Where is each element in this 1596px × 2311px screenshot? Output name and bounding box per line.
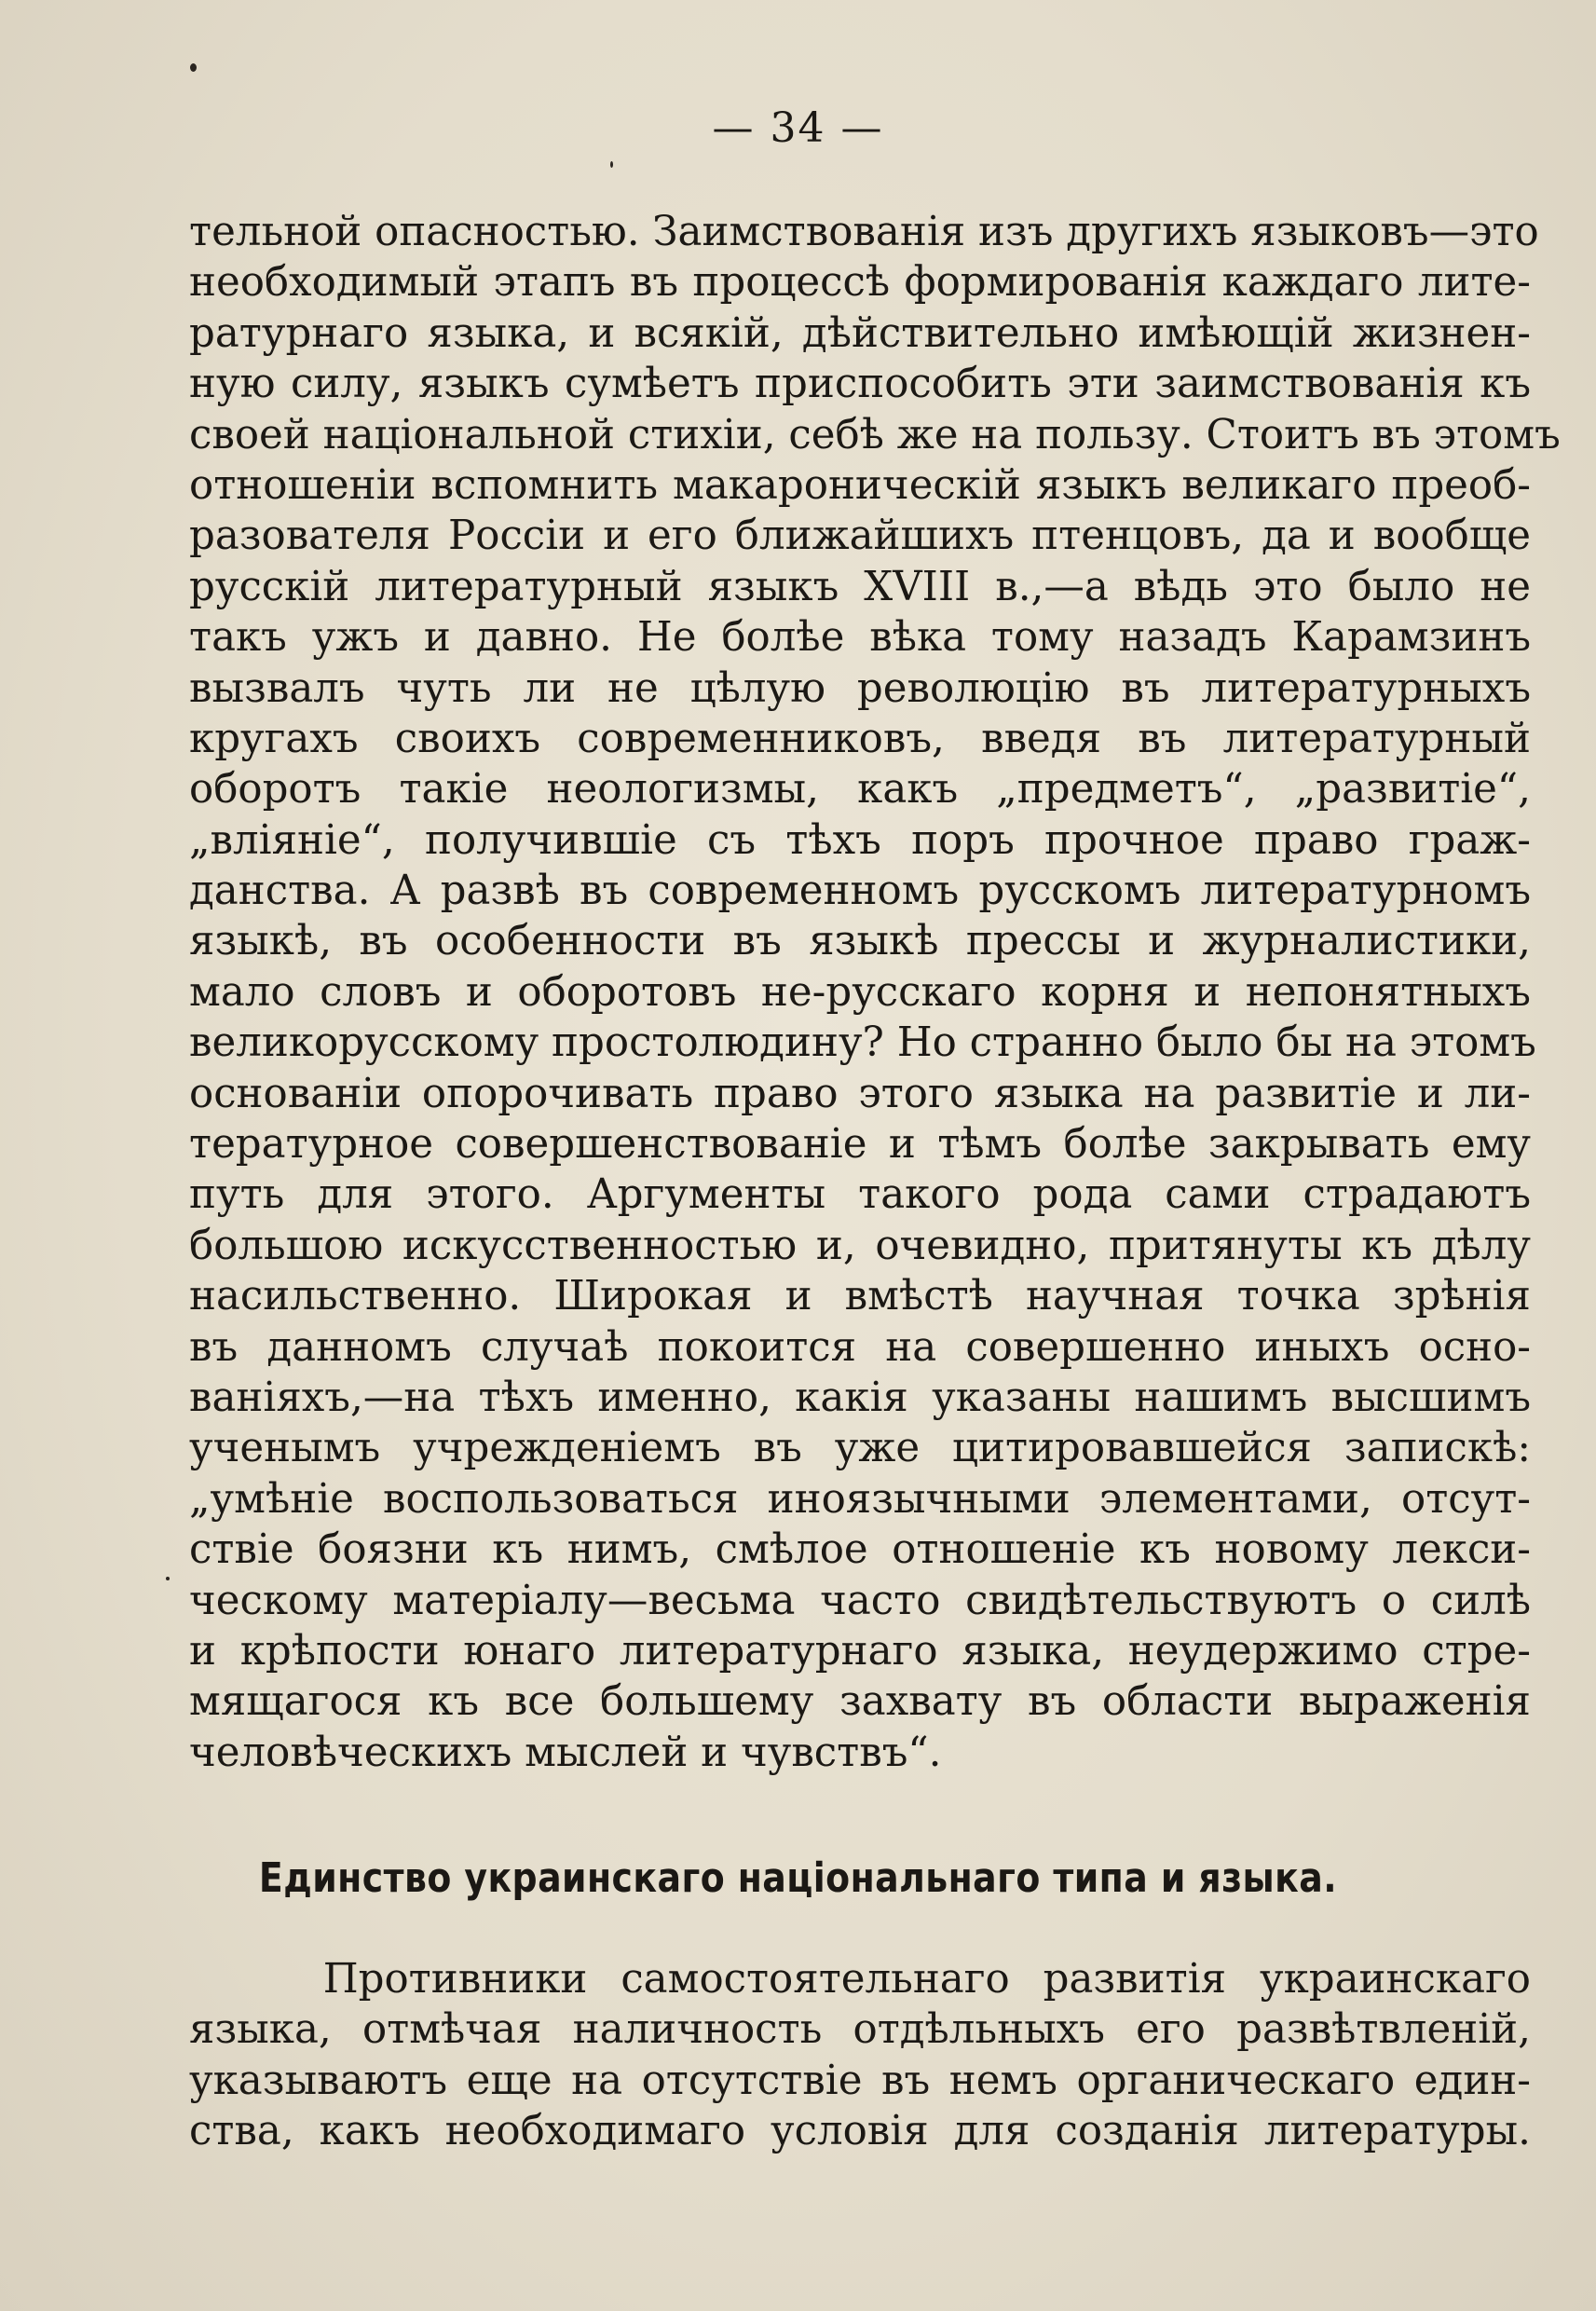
text-line: Противники самостоятельнаго развитія украинскаго xyxy=(189,1956,1531,2003)
text-line: данства. А развѣ въ современномъ русскомъ литературномъ xyxy=(189,868,1531,915)
main-paragraph xyxy=(189,207,1561,1778)
text-line: русскій литературный языкъ XVIII в.,—а вѣдь это было не xyxy=(189,563,1531,610)
text-line: ратурнаго языка, и всякій, дѣйствительно имѣющій жизнен- xyxy=(189,309,1531,357)
text-line: такъ ужъ и давно. Не болѣе вѣка тому назадъ Карамзинъ xyxy=(189,614,1531,662)
text-line: разователя Россіи и его ближайшихъ птенцовъ, да и вообще xyxy=(189,513,1531,560)
text-line: ства, какъ необходимаго условія для созданія литературы. xyxy=(189,2108,1531,2155)
text-line: ческому матеріалу—весьма часто свидѣтельствуютъ о силѣ xyxy=(189,1577,1531,1624)
text-line: основаніи опорочивать право этого языка на развитіе и ли- xyxy=(189,1070,1531,1117)
text-line: тельной опасностью. Заимствованія изъ другихъ языковъ—это xyxy=(189,209,1539,255)
text-line: указываютъ еще на отсутствіе въ немъ органическаго един- xyxy=(189,2057,1531,2104)
ink-speck xyxy=(610,161,613,168)
text-line: въ данномъ случаѣ покоится на совершенно иныхъ осно- xyxy=(189,1323,1531,1371)
text-line: мало словъ и оборотовъ не-русскаго корня и непонятныхъ xyxy=(189,968,1531,1016)
text-line: „умѣніе воспользоваться иноязычными элементами, отсут- xyxy=(189,1475,1531,1523)
section-heading: Единство украинскаго національнаго типа и языка. xyxy=(258,1854,1338,1902)
text-line: и крѣпости юнаго литературнаго языка, неудержимо стре- xyxy=(189,1627,1531,1675)
text-line: ваніяхъ,—на тѣхъ именно, какія указаны нашимъ высшимъ xyxy=(189,1374,1531,1421)
ink-speck xyxy=(190,63,197,72)
text-line: вызвалъ чуть ли не цѣлую революцію въ литературныхъ xyxy=(189,664,1531,712)
text-line: ствіе боязни къ нимъ, смѣлое отношеніе къ новому лекси- xyxy=(189,1526,1531,1574)
section-paragraph xyxy=(189,1954,1531,2157)
text-line: „вліяніе“, получившіе съ тѣхъ поръ прочное право граж- xyxy=(189,816,1531,864)
text-line: ную силу, языкъ сумѣетъ приспособить эти заимствованія къ xyxy=(189,361,1531,408)
text-line: мящагося къ все большему захвату въ области выраженія xyxy=(189,1678,1531,1726)
text-line: насильственно. Широкая и вмѣстѣ научная точка зрѣнія xyxy=(189,1273,1531,1320)
text-line: тературное совершенствованіе и тѣмъ болѣе закрывать ему xyxy=(189,1121,1531,1169)
text-line: великорусскому простолюдину? Но странно было бы на этомъ xyxy=(189,1019,1536,1067)
text-line: языка, отмѣчая наличность отдѣльныхъ его развѣтвленій, xyxy=(189,2006,1531,2054)
text-line: языкѣ, въ особенности въ языкѣ прессы и журналистики, xyxy=(189,918,1531,965)
text-line: большою искусственностью и, очевидно, притянуты къ дѣлу xyxy=(189,1222,1531,1269)
text-line: ученымъ учрежденіемъ въ уже цитировавшейся запискѣ: xyxy=(189,1425,1531,1472)
text-line: отношеніи вспомнить макароническій языкъ великаго преоб- xyxy=(189,461,1531,509)
text-line: путь для этого. Аргументы такого рода сами страдаютъ xyxy=(189,1171,1531,1219)
text-line: необходимый этапъ въ процессѣ формированія каждаго лите- xyxy=(189,259,1531,307)
text-line: человѣческихъ мыслей и чувствъ“. xyxy=(189,1729,942,1776)
text-line: оборотъ такіе неологизмы, какъ „предметъ“, „развитіе“, xyxy=(189,766,1531,814)
page-number: — 34 — xyxy=(712,104,884,152)
text-line: кругахъ своихъ современниковъ, введя въ литературный xyxy=(189,715,1531,762)
text-line: своей національной стихіи, себѣ же на пользу. Стоитъ въ этомъ xyxy=(189,411,1561,458)
ink-speck xyxy=(166,1577,170,1580)
